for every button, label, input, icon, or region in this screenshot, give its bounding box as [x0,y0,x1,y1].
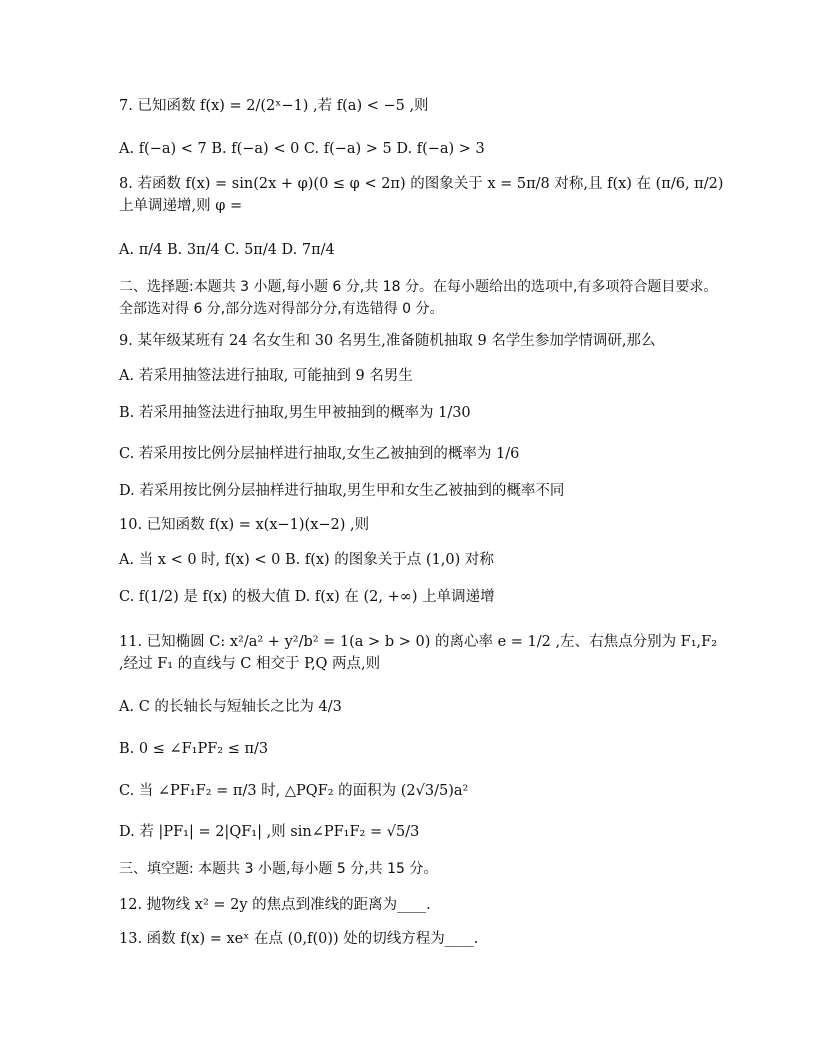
question-9-stem: 9. 某年级某班有 24 名女生和 30 名男生,准备随机抽取 9 名学生参加学情调研,那么 [119,333,656,349]
question-7-options: A. f(−a) < 7 B. f(−a) < 0 C. f(−a) > 5 D. f(−a) > 3 [119,141,485,157]
question-8-options: A. π/4 B. 3π/4 C. 5π/4 D. 7π/4 [119,242,335,258]
question-9-option-d: D. 若采用按比例分层抽样进行抽取,男生甲和女生乙被抽到的概率不同 [119,483,565,499]
section-3-heading: 三、填空题: 本题共 3 小题,每小题 5 分,共 15 分。 [119,861,438,877]
section-2-heading: 二、选择题:本题共 3 小题,每小题 6 分,共 18 分。在每小题给出的选项中,有多项符合题目要求。全部选对得 6 分,部分选对得部分分,有选错得 0 分。 [119,279,718,317]
question-9-option-c: C. 若采用按比例分层抽样进行抽取,女生乙被抽到的概率为 1/6 [119,446,520,462]
question-11-option-a: A. C 的长轴长与短轴长之比为 4/3 [119,699,342,715]
question-13: 13. 函数 f(x) = xeˣ 在点 (0,f(0)) 处的切线方程为____. [119,931,479,947]
question-11-option-c: C. 当 ∠PF₁F₂ = π/3 时, △PQF₂ 的面积为 (2√3/5)a² [119,783,469,799]
question-12: 12. 抛物线 x² = 2y 的焦点到准线的距离为____. [119,897,431,913]
question-11-stem: 11. 已知椭圆 C: x²/a² + y²/b² = 1(a > b > 0) 的离心率 e = 1/2 ,左、右焦点分别为 F₁,F₂ ,经过 F₁ 的直线与 C 相交于 P,Q 两点,则 [119,634,718,672]
question-9-option-b: B. 若采用抽签法进行抽取,男生甲被抽到的概率为 1/30 [119,405,471,421]
question-10-stem: 10. 已知函数 f(x) = x(x−1)(x−2) ,则 [119,517,370,533]
question-7-stem: 7. 已知函数 f(x) = 2/(2ˣ−1) ,若 f(a) < −5 ,则 [119,98,429,114]
question-11-option-d: D. 若 |PF₁| = 2|QF₁| ,则 sin∠PF₁F₂ = √5/3 [119,824,420,840]
question-11-option-b: B. 0 ≤ ∠F₁PF₂ ≤ π/3 [119,741,269,757]
question-9-option-a: A. 若采用抽签法进行抽取, 可能抽到 9 名男生 [119,368,413,384]
question-10-options-ab: A. 当 x < 0 时, f(x) < 0 B. f(x) 的图象关于点 (1,0) 对称 [119,552,494,568]
question-10-options-cd: C. f(1/2) 是 f(x) 的极大值 D. f(x) 在 (2, +∞) 上单调递增 [119,589,495,605]
question-8-stem: 8. 若函数 f(x) = sin(2x + φ)(0 ≤ φ < 2π) 的图象关于 x = 5π/8 对称,且 f(x) 在 (π/6, π/2) 上单调递增,则 φ = [119,176,724,214]
